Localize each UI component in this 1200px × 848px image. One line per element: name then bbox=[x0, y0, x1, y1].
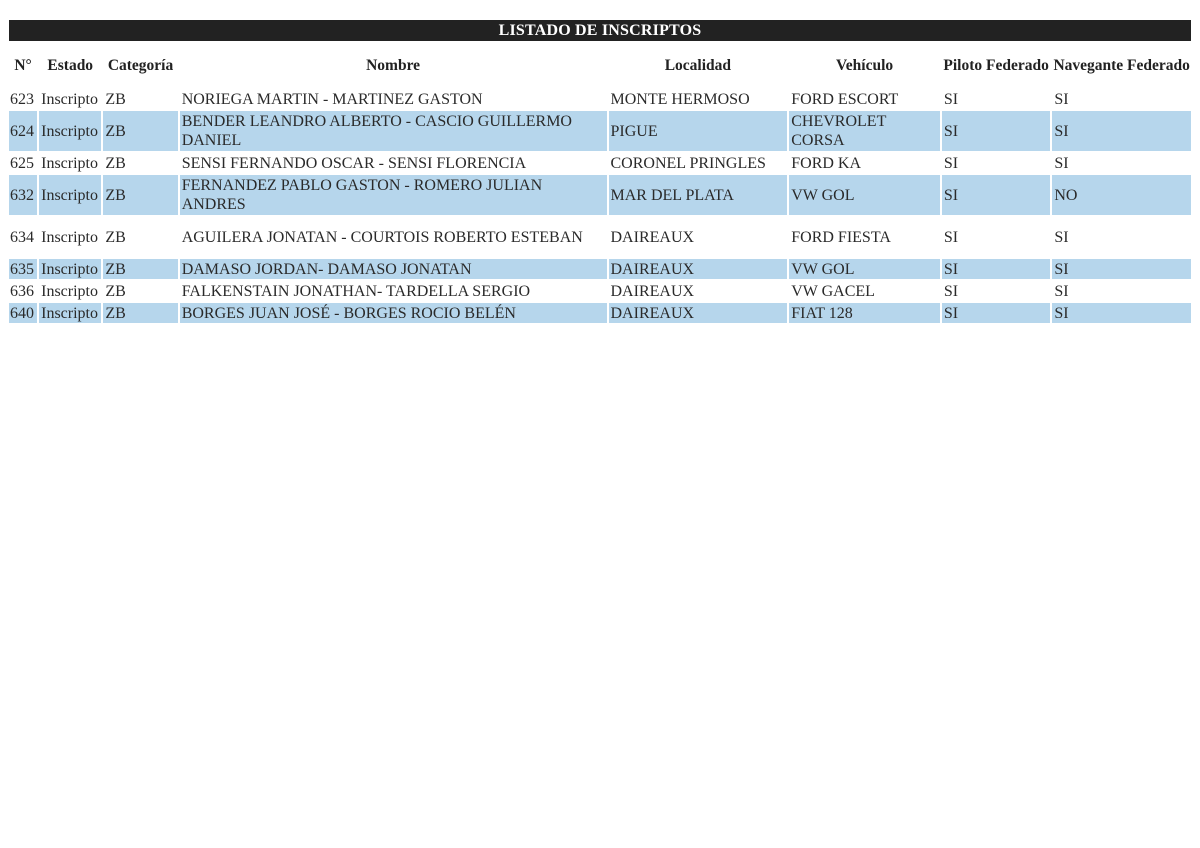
cell-estado: Inscripto bbox=[39, 303, 101, 323]
cell-navegante-federado: SI bbox=[1052, 111, 1191, 151]
cell-piloto-federado: SI bbox=[942, 259, 1050, 279]
cell-categoria: ZB bbox=[103, 259, 177, 279]
cell-categoria: ZB bbox=[105, 228, 126, 246]
cell-vehiculo: CHEVROLET CORSA bbox=[789, 111, 940, 151]
cell-vehiculo: FORD FIESTA bbox=[791, 228, 891, 246]
cell-num: 625 bbox=[10, 154, 34, 172]
cell-piloto-federado: SI bbox=[942, 111, 1050, 151]
cell-piloto-federado: SI bbox=[942, 303, 1050, 323]
cell-estado: Inscripto bbox=[39, 259, 101, 279]
table-row bbox=[9, 217, 1191, 257]
cell-vehiculo: VW GACEL bbox=[791, 282, 875, 300]
column-header-navegante-federado: Navegante Federado bbox=[1053, 56, 1190, 74]
cell-estado: Inscripto bbox=[41, 282, 98, 300]
cell-categoria: ZB bbox=[103, 111, 177, 151]
cell-num: 632 bbox=[9, 175, 37, 215]
cell-navegante-federado: SI bbox=[1054, 90, 1069, 108]
cell-num: 624 bbox=[9, 111, 37, 151]
cell-estado: Inscripto bbox=[41, 154, 98, 172]
cell-vehiculo: FIAT 128 bbox=[789, 303, 940, 323]
cell-num: 635 bbox=[9, 259, 37, 279]
listing-title: LISTADO DE INSCRIPTOS bbox=[9, 20, 1191, 41]
cell-localidad: PIGUE bbox=[609, 111, 788, 151]
cell-piloto-federado: SI bbox=[943, 154, 959, 172]
cell-navegante-federado: SI bbox=[1052, 259, 1191, 279]
cell-localidad: DAIREAUX bbox=[610, 282, 695, 300]
cell-nombre: BENDER LEANDRO ALBERTO - CASCIO GUILLERMO DANIEL bbox=[180, 111, 607, 151]
cell-piloto-federado: SI bbox=[942, 175, 1050, 215]
cell-estado: Inscripto bbox=[39, 111, 101, 151]
table-row bbox=[9, 111, 1191, 151]
column-header-estado: Estado bbox=[47, 56, 94, 74]
cell-estado: Inscripto bbox=[41, 228, 98, 246]
cell-navegante-federado: SI bbox=[1052, 303, 1191, 323]
cell-nombre: BORGES JUAN JOSÉ - BORGES ROCIO BELÉN bbox=[180, 303, 607, 323]
cell-vehiculo: FORD KA bbox=[791, 154, 862, 172]
cell-vehiculo: VW GOL bbox=[789, 175, 940, 215]
cell-nombre: FALKENSTAIN JONATHAN- TARDELLA SERGIO bbox=[181, 282, 531, 300]
column-header-nombre: Nombre bbox=[366, 56, 421, 74]
column-header-num: N° bbox=[14, 56, 32, 74]
inscriptos-listing bbox=[9, 20, 1191, 325]
table-row bbox=[9, 281, 1191, 301]
column-header-categoria: Categoría bbox=[107, 56, 174, 74]
cell-estado: Inscripto bbox=[39, 175, 101, 215]
column-header-piloto-federado: Piloto Federado bbox=[943, 56, 1049, 74]
cell-piloto-federado: SI bbox=[943, 282, 959, 300]
cell-estado: Inscripto bbox=[41, 90, 98, 108]
cell-nombre: DAMASO JORDAN- DAMASO JONATAN bbox=[180, 259, 607, 279]
cell-categoria: ZB bbox=[103, 175, 177, 215]
cell-num: 640 bbox=[9, 303, 37, 323]
cell-categoria: ZB bbox=[103, 303, 177, 323]
cell-piloto-federado: SI bbox=[943, 90, 959, 108]
cell-navegante-federado: NO bbox=[1052, 175, 1191, 215]
cell-vehiculo: VW GOL bbox=[789, 259, 940, 279]
column-header-localidad: Localidad bbox=[664, 56, 732, 74]
cell-localidad: DAIREAUX bbox=[609, 303, 788, 323]
table-row bbox=[9, 259, 1191, 279]
cell-navegante-federado: SI bbox=[1054, 282, 1069, 300]
cell-nombre: SENSI FERNANDO OSCAR - SENSI FLORENCIA bbox=[181, 154, 527, 172]
cell-nombre: NORIEGA MARTIN - MARTINEZ GASTON bbox=[181, 90, 483, 108]
cell-vehiculo: FORD ESCORT bbox=[791, 90, 899, 108]
cell-nombre: AGUILERA JONATAN - COURTOIS ROBERTO ESTEBAN bbox=[181, 228, 583, 246]
table-row bbox=[9, 175, 1191, 215]
table-row bbox=[9, 153, 1191, 173]
cell-localidad: MONTE HERMOSO bbox=[610, 90, 750, 108]
cell-localidad: DAIREAUX bbox=[610, 228, 695, 246]
cell-navegante-federado: SI bbox=[1054, 228, 1069, 246]
table-header-row bbox=[9, 43, 1191, 87]
cell-nombre: FERNANDEZ PABLO GASTON - ROMERO JULIAN ANDRES bbox=[180, 175, 607, 215]
cell-categoria: ZB bbox=[105, 282, 126, 300]
cell-navegante-federado: SI bbox=[1054, 154, 1069, 172]
cell-localidad: DAIREAUX bbox=[609, 259, 788, 279]
inscriptos-table bbox=[7, 41, 1193, 325]
table-row bbox=[9, 303, 1191, 323]
cell-piloto-federado: SI bbox=[943, 228, 959, 246]
table-row bbox=[9, 89, 1191, 109]
cell-localidad: MAR DEL PLATA bbox=[609, 175, 788, 215]
cell-num: 634 bbox=[10, 228, 34, 246]
cell-num: 636 bbox=[10, 282, 34, 300]
cell-localidad: CORONEL PRINGLES bbox=[610, 154, 766, 172]
cell-categoria: ZB bbox=[105, 154, 126, 172]
cell-categoria: ZB bbox=[105, 90, 126, 108]
cell-num: 623 bbox=[10, 90, 34, 108]
column-header-vehiculo: Vehículo bbox=[836, 56, 894, 74]
